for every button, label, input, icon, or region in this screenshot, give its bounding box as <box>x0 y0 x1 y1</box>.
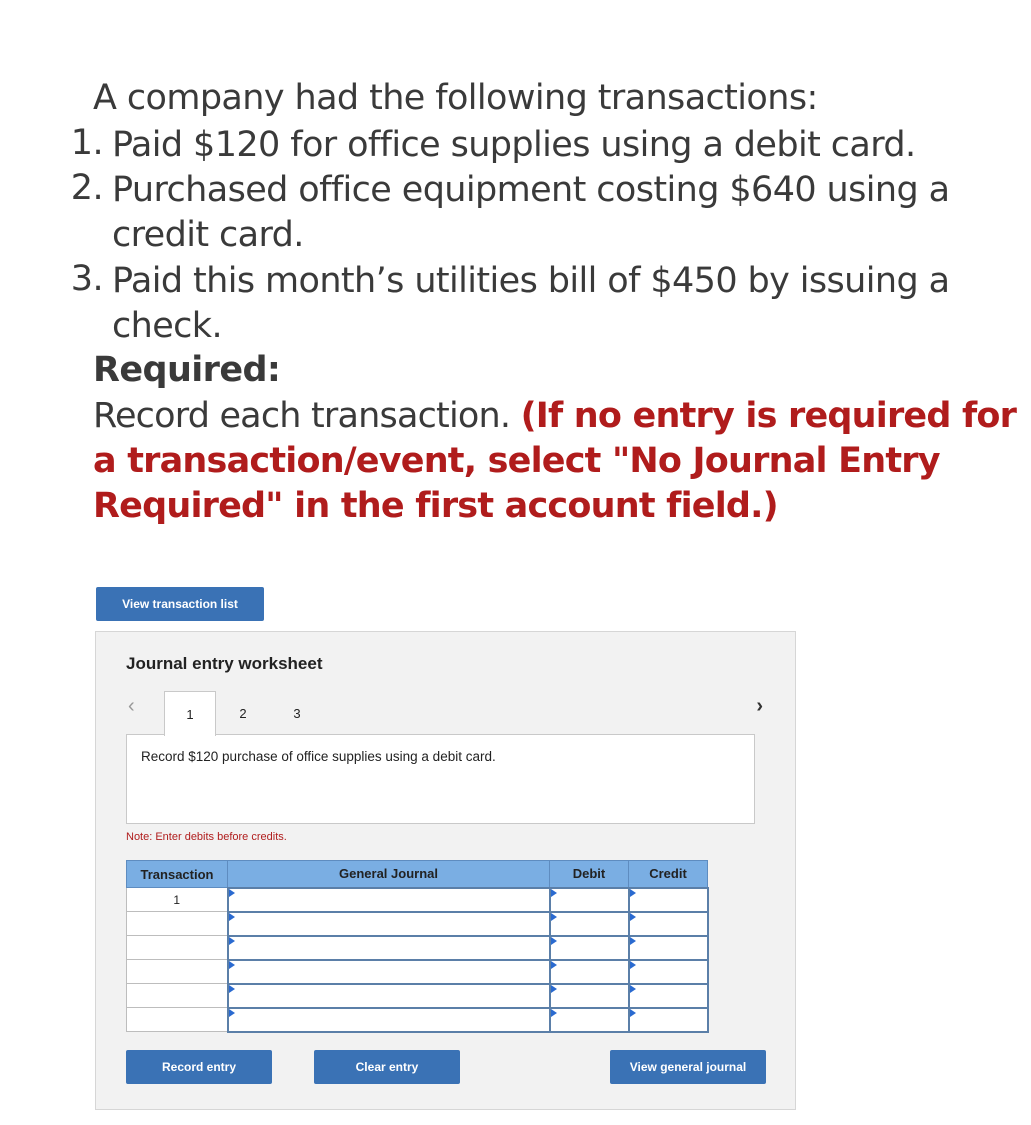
table-row <box>127 912 708 936</box>
account-select[interactable] <box>228 1008 550 1032</box>
problem-intro: A company had the following transactions: <box>93 78 818 118</box>
tab-3[interactable]: 3 <box>293 705 301 721</box>
column-header-credit: Credit <box>629 861 708 888</box>
transaction-description-box <box>126 734 755 824</box>
required-heading: Required: <box>93 350 281 390</box>
credit-input[interactable] <box>629 912 708 936</box>
debit-input[interactable] <box>550 936 629 960</box>
debit-input[interactable] <box>550 1008 629 1032</box>
clear-entry-button[interactable]: Clear entry <box>314 1050 460 1084</box>
table-row <box>127 936 708 960</box>
chevron-left-icon[interactable]: ‹ <box>128 695 135 717</box>
account-select[interactable] <box>228 912 550 936</box>
instruction-highlight: (If no entry is required for a transaction/event, select "No Journal Entry Required" in the first account field.) <box>93 396 1017 526</box>
view-transaction-list-button[interactable]: View transaction list <box>96 587 264 621</box>
worksheet-title: Journal entry worksheet <box>126 654 323 673</box>
item-number: 2. <box>70 168 103 208</box>
transaction-cell <box>127 1008 228 1032</box>
transaction-cell <box>127 912 228 936</box>
account-select[interactable] <box>228 936 550 960</box>
transaction-cell: 1 <box>127 888 228 912</box>
view-general-journal-button[interactable]: View general journal <box>610 1050 766 1084</box>
item-text: Paid $120 for office supplies using a debit card. <box>112 125 916 165</box>
record-entry-button[interactable]: Record entry <box>126 1050 272 1084</box>
transaction-cell <box>127 984 228 1008</box>
column-header-general-journal: General Journal <box>228 861 550 888</box>
debit-input[interactable] <box>550 960 629 984</box>
instruction <box>93 394 1028 529</box>
table-row <box>127 1008 708 1032</box>
journal-entry-worksheet <box>95 631 796 1110</box>
transaction-description: Record $120 purchase of office supplies using a debit card. <box>141 749 496 764</box>
account-select[interactable] <box>228 984 550 1008</box>
item-number: 3. <box>70 259 103 299</box>
table-row <box>127 888 708 912</box>
debit-input[interactable] <box>550 888 629 912</box>
debit-input[interactable] <box>550 984 629 1008</box>
debit-input[interactable] <box>550 912 629 936</box>
instruction-text: Record each transaction. <box>93 396 511 436</box>
transaction-cell <box>127 960 228 984</box>
tab-2[interactable]: 2 <box>239 705 247 721</box>
item-text: Paid this month’s utilities bill of $450 by issuing a check. <box>112 261 950 346</box>
tab-1[interactable]: 1 <box>164 691 216 736</box>
account-select[interactable] <box>228 888 550 912</box>
journal-table <box>126 860 709 1033</box>
credit-input[interactable] <box>629 1008 708 1032</box>
column-header-transaction: Transaction <box>127 861 228 888</box>
account-select[interactable] <box>228 960 550 984</box>
table-row <box>127 960 708 984</box>
credit-input[interactable] <box>629 936 708 960</box>
note-text: Note: Enter debits before credits. <box>126 831 287 843</box>
chevron-right-icon[interactable]: › <box>756 695 763 717</box>
transaction-cell <box>127 936 228 960</box>
credit-input[interactable] <box>629 984 708 1008</box>
item-number: 1. <box>70 123 103 163</box>
credit-input[interactable] <box>629 960 708 984</box>
credit-input[interactable] <box>629 888 708 912</box>
table-row <box>127 984 708 1008</box>
item-text: Purchased office equipment costing $640 using a credit card. <box>112 170 950 255</box>
column-header-debit: Debit <box>550 861 629 888</box>
